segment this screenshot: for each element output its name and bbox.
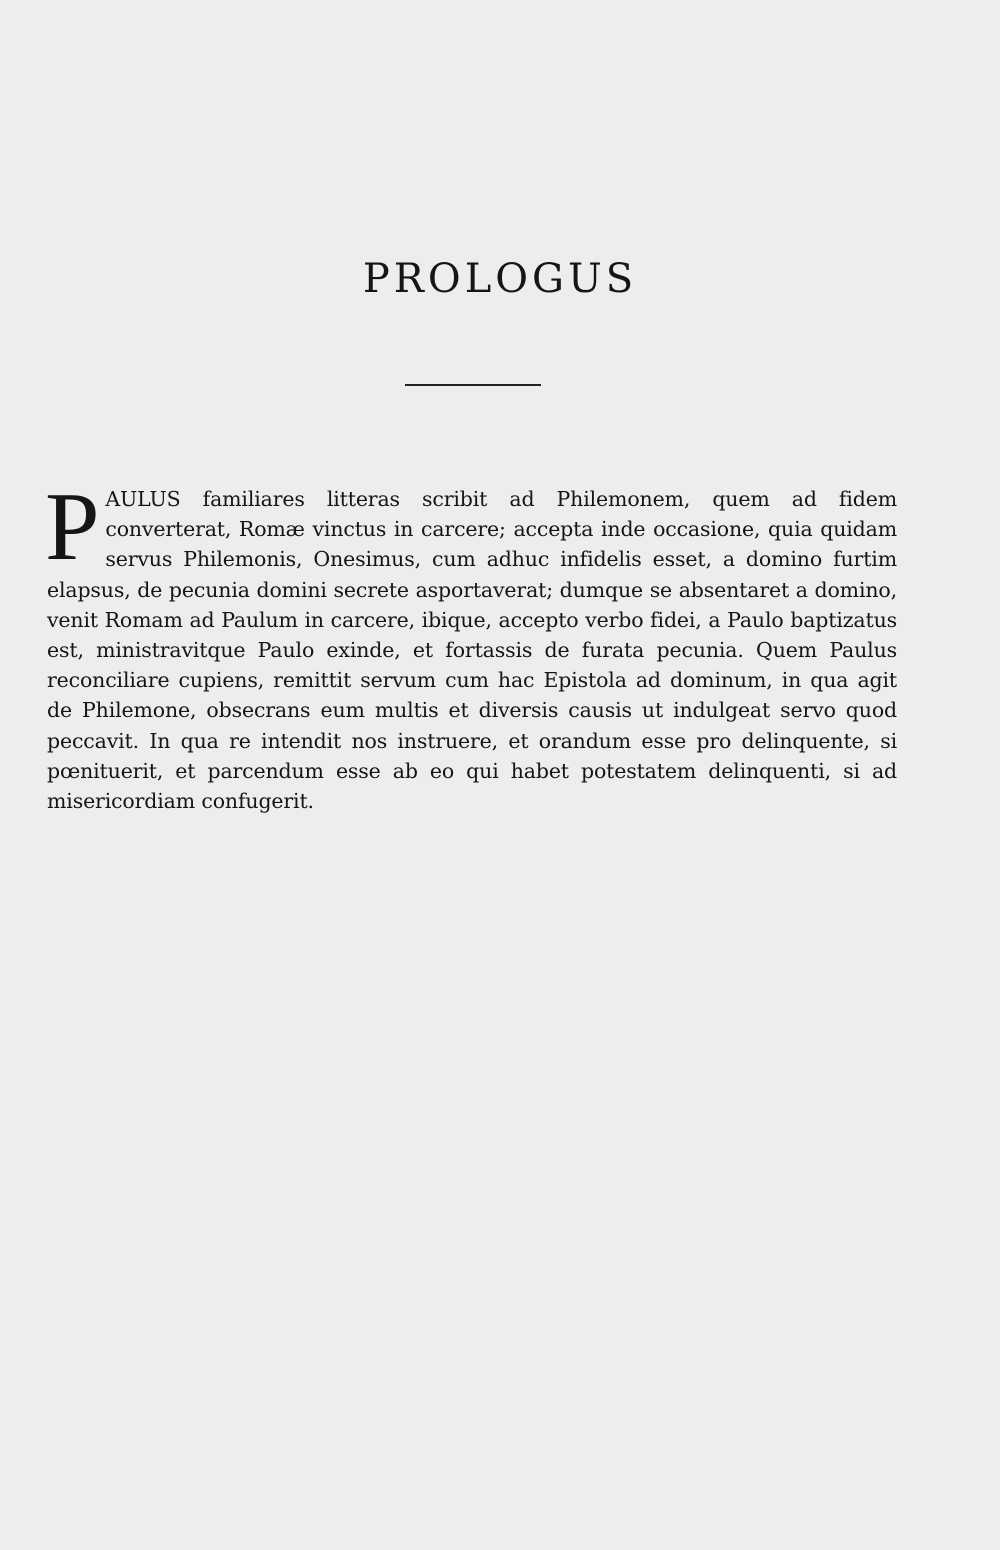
title-rule bbox=[405, 384, 541, 386]
page-title: PROLOGUS bbox=[362, 256, 638, 302]
drop-cap: P bbox=[45, 473, 100, 581]
prologue-text: AULUS familiares litteras scribit ad Philemonem, quem ad fidem converterat, Romæ vinctus in carcere; accepta inde occasione, quia quidam servus Philemonis, Onesimus, cum adhuc infidelis esset, a domino furtim elapsus, de pecunia domini secrete asportaverat; dumque se absentaret a domino, venit Romam ad Paulum in carcere, ibique, accepto verbo fidei, a Paulo baptizatus est, ministravitque Paulo exinde, et fortassis de furata pecunia. Quem Paulus reconciliare cupiens, remittit servum cum hac Epistola ad dominum, in qua agit de Philemone, obsecrans eum multis et diversis causis ut indulgeat servo quod peccavit. In qua re intendit nos instruere, et orandum esse pro delinquente, si pœnituerit, et parcendum esse ab eo qui habet potestatem delinquenti, si ad misericordiam confugerit. bbox=[47, 487, 897, 814]
prologue-paragraph bbox=[45, 473, 897, 816]
